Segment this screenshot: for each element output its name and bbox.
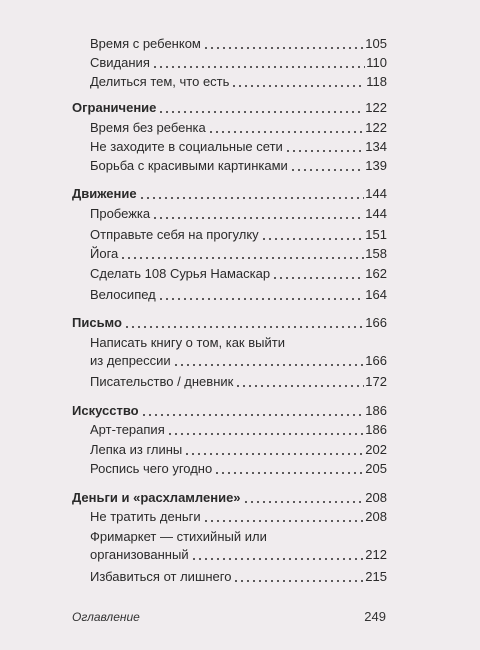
dot-leader — [152, 217, 364, 219]
toc-entry — [90, 35, 387, 53]
toc-entry-page: 118 — [366, 74, 387, 89]
toc-entry-title: Избавиться от лишнего — [90, 569, 232, 584]
dot-leader — [261, 238, 365, 240]
dot-leader — [141, 414, 365, 416]
dot-leader — [214, 472, 364, 474]
dot-leader — [203, 47, 364, 49]
toc-entry-title: Борьба с красивыми картинками — [90, 158, 288, 173]
toc-entry-title: Роспись чего угодно — [90, 461, 213, 476]
dot-leader — [158, 298, 365, 300]
page-number: 249 — [364, 609, 386, 624]
dot-leader — [285, 150, 365, 152]
toc-entry-title: Сделать 108 Сурья Намаскар — [90, 266, 271, 281]
dot-leader — [124, 326, 364, 328]
toc-entry — [90, 421, 387, 439]
toc-entry-page: 172 — [365, 374, 387, 389]
toc-entry — [90, 508, 387, 526]
toc-section-title: Деньги и «расхламление» — [72, 490, 241, 505]
toc-entry-title: Время без ребенка — [90, 120, 206, 135]
toc-section — [72, 185, 387, 203]
toc-entry — [90, 54, 387, 72]
dot-leader — [167, 433, 365, 435]
toc-section-page: 144 — [365, 186, 387, 201]
dot-leader — [152, 66, 365, 68]
toc-entry-title: Арт-терапия — [90, 422, 165, 437]
toc-entry-page: 215 — [365, 569, 387, 584]
toc-entry-title: Свидания — [90, 55, 150, 70]
toc-entry-page: 139 — [365, 158, 387, 173]
toc-entry — [90, 546, 387, 564]
toc-entry-title: Время с ребенком — [90, 36, 201, 51]
toc-entry-page: 166 — [365, 353, 387, 368]
dot-leader — [184, 453, 364, 455]
toc-entry-title: Отправьте себя на прогулку — [90, 227, 259, 242]
toc-entry-first-line: Фримаркет — стихийный или — [90, 529, 267, 544]
toc-entry-title: Писательство / дневник — [90, 374, 234, 389]
toc-entry — [90, 119, 387, 137]
toc-entry-page: 162 — [365, 266, 387, 281]
toc-entry — [90, 568, 387, 586]
toc-entry-title: Велосипед — [90, 287, 156, 302]
toc-entry-page: 122 — [365, 120, 387, 135]
dot-leader — [272, 277, 364, 279]
dot-leader — [243, 501, 365, 503]
dot-leader — [120, 257, 364, 259]
toc-entry-title: Не заходите в социальные сети — [90, 139, 283, 154]
toc-section — [72, 402, 387, 420]
toc-entry-title: Делиться тем, что есть — [90, 74, 230, 89]
toc-entry-page: 212 — [365, 547, 387, 562]
toc-section-title: Движение — [72, 186, 137, 201]
toc-entry — [90, 157, 387, 175]
toc-entry — [90, 373, 387, 391]
toc-entry — [90, 460, 387, 478]
toc-entry-title: организованный — [90, 547, 189, 562]
toc-section — [72, 99, 387, 117]
toc-entry — [90, 138, 387, 156]
toc-entry — [90, 352, 387, 370]
toc-section-title: Ограничение — [72, 100, 157, 115]
dot-leader — [235, 385, 364, 387]
toc-entry-page: 158 — [365, 246, 387, 261]
dot-leader — [139, 197, 365, 199]
toc-section — [72, 489, 387, 507]
toc-entry — [90, 226, 387, 244]
dot-leader — [203, 520, 365, 522]
dot-leader — [208, 131, 365, 133]
dot-leader — [191, 558, 365, 560]
toc-section — [72, 314, 387, 332]
toc-section-title: Письмо — [72, 315, 122, 330]
dot-leader — [233, 580, 364, 582]
toc-entry — [90, 73, 387, 91]
toc-entry-title: Пробежка — [90, 206, 151, 221]
toc-entry-title: Йога — [90, 246, 119, 261]
toc-entry — [90, 286, 387, 304]
dot-leader — [290, 169, 365, 171]
toc-entry-page: 151 — [365, 227, 387, 242]
toc-entry-title: из депрессии — [90, 353, 171, 368]
toc-entry-page: 208 — [365, 509, 387, 524]
toc-entry-page: 186 — [365, 422, 387, 437]
dot-leader — [158, 111, 364, 113]
toc-entry-page: 205 — [365, 461, 387, 476]
toc-section-page: 122 — [365, 100, 387, 115]
dot-leader — [173, 364, 365, 366]
toc-section-page: 186 — [365, 403, 387, 418]
toc-entry-page: 134 — [365, 139, 387, 154]
toc-entry-page: 105 — [365, 36, 387, 51]
toc-section-title: Искусство — [72, 403, 139, 418]
toc-entry-first-line: Написать книгу о том, как выйти — [90, 335, 285, 350]
dot-leader — [231, 85, 365, 87]
toc-entry-title: Не тратить деньги — [90, 509, 201, 524]
toc-entry — [90, 441, 387, 459]
toc-entry-page: 202 — [365, 442, 387, 457]
toc-entry-title: Лепка из глины — [90, 442, 183, 457]
toc-section-page: 166 — [365, 315, 387, 330]
toc-entry-page: 110 — [366, 55, 387, 70]
toc-entry-page: 144 — [365, 206, 387, 221]
running-footer-title: Оглавление — [72, 610, 140, 624]
toc-entry — [90, 205, 387, 223]
toc-entry — [90, 245, 387, 263]
toc-entry-page: 164 — [365, 287, 387, 302]
toc-entry — [90, 265, 387, 283]
toc-section-page: 208 — [365, 490, 387, 505]
